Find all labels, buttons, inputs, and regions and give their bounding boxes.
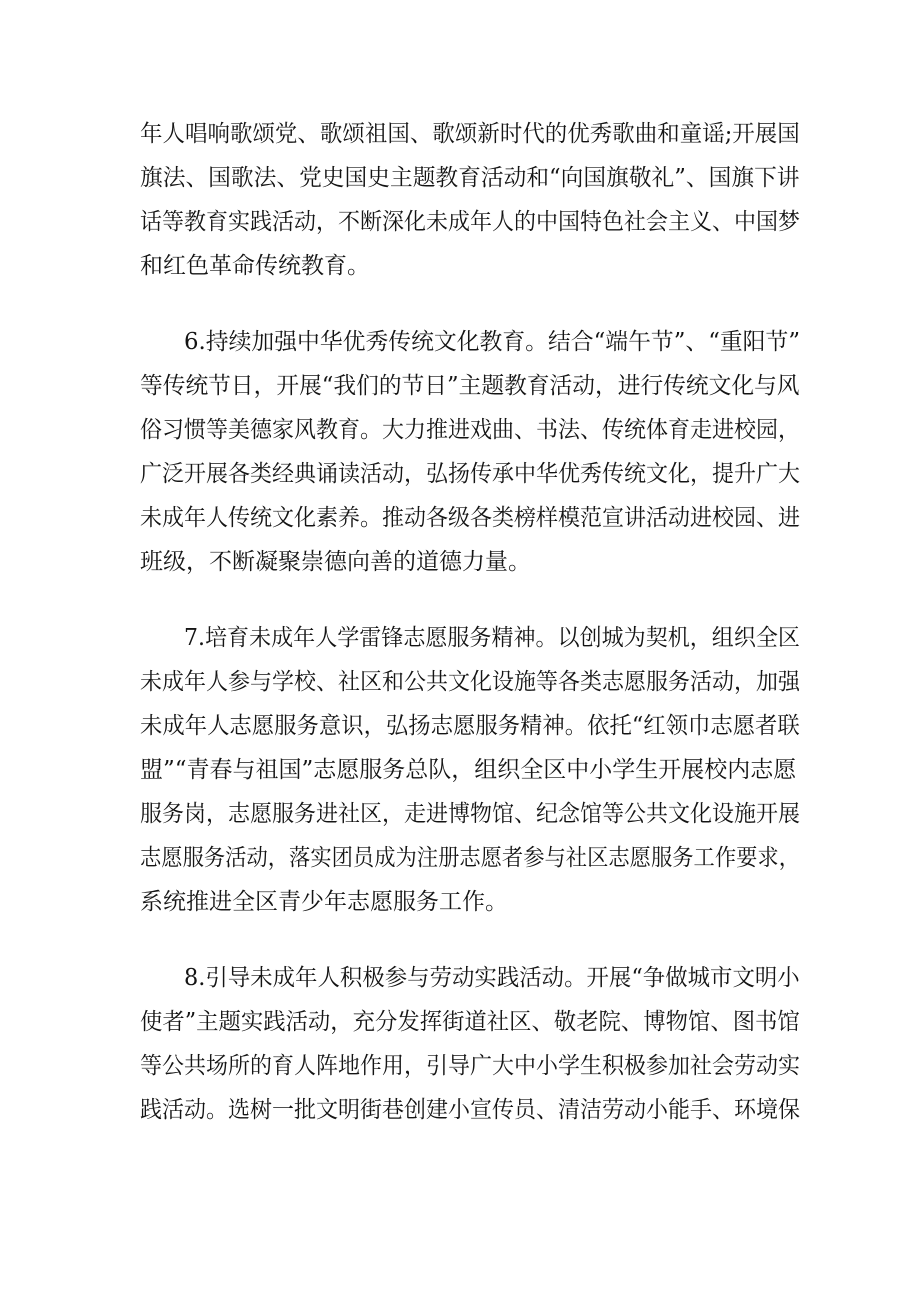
- paragraph-line: 俗习惯等美德家风教育。大力推进戏曲、书法、传统体育走进校园，: [140, 417, 800, 443]
- paragraph-line: 盟”“青春与祖国”志愿服务总队，组织全区中小学生开展校内志愿: [140, 757, 797, 783]
- paragraph-line: 话等教育实践活动，不断深化未成年人的中国特色社会主义、中国梦: [140, 209, 800, 235]
- paragraph-line: 等传统节日，开展“我们的节日”主题教育活动，进行传统文化与风: [140, 373, 800, 399]
- paragraph-line: 未成年人志愿服务意识，弘扬志愿服务精神。依托“红领巾志愿者联: [140, 713, 800, 739]
- paragraph-line: 旗法、国歌法、党史国史主题教育活动和“向国旗敬礼”、国旗下讲: [140, 165, 800, 191]
- paragraph-line: 7.培育未成年人学雷锋志愿服务精神。以创城为契机，组织全区: [184, 625, 800, 651]
- paragraph-line: 和红色革命传统教育。: [140, 253, 370, 279]
- paragraph-line: 6.持续加强中华优秀传统文化教育。结合“端午节”、“重阳节”: [184, 329, 800, 355]
- paragraph-line: 年人唱响歌颂党、歌颂祖国、歌颂新时代的优秀歌曲和童谣;开展国: [140, 121, 800, 147]
- paragraph-line: 服务岗，志愿服务进社区，走进博物馆、纪念馆等公共文化设施开展: [140, 801, 800, 827]
- paragraph-line: 未成年人传统文化素养。推动各级各类榜样模范宣讲活动进校园、进: [140, 505, 800, 531]
- paragraph-line: 等公共场所的育人阵地作用，引导广大中小学生积极参加社会劳动实: [140, 1053, 800, 1079]
- paragraph-line: 未成年人参与学校、社区和公共文化设施等各类志愿服务活动，加强: [140, 669, 800, 695]
- paragraph-line: 使者”主题实践活动，充分发挥街道社区、敬老院、博物馆、图书馆: [140, 1009, 800, 1035]
- paragraph-line: 志愿服务活动，落实团员成为注册志愿者参与社区志愿服务工作要求，: [140, 845, 800, 871]
- paragraph-line: 践活动。选树一批文明街巷创建小宣传员、清洁劳动小能手、环境保: [140, 1097, 800, 1123]
- paragraph-line: 班级，不断凝聚崇德向善的道德力量。: [140, 549, 531, 575]
- paragraph-line: 广泛开展各类经典诵读活动，弘扬传承中华优秀传统文化，提升广大: [140, 461, 800, 487]
- paragraph-line: 8.引导未成年人积极参与劳动实践活动。开展“争做城市文明小: [184, 965, 800, 991]
- paragraph-line: 系统推进全区青少年志愿服务工作。: [140, 889, 508, 915]
